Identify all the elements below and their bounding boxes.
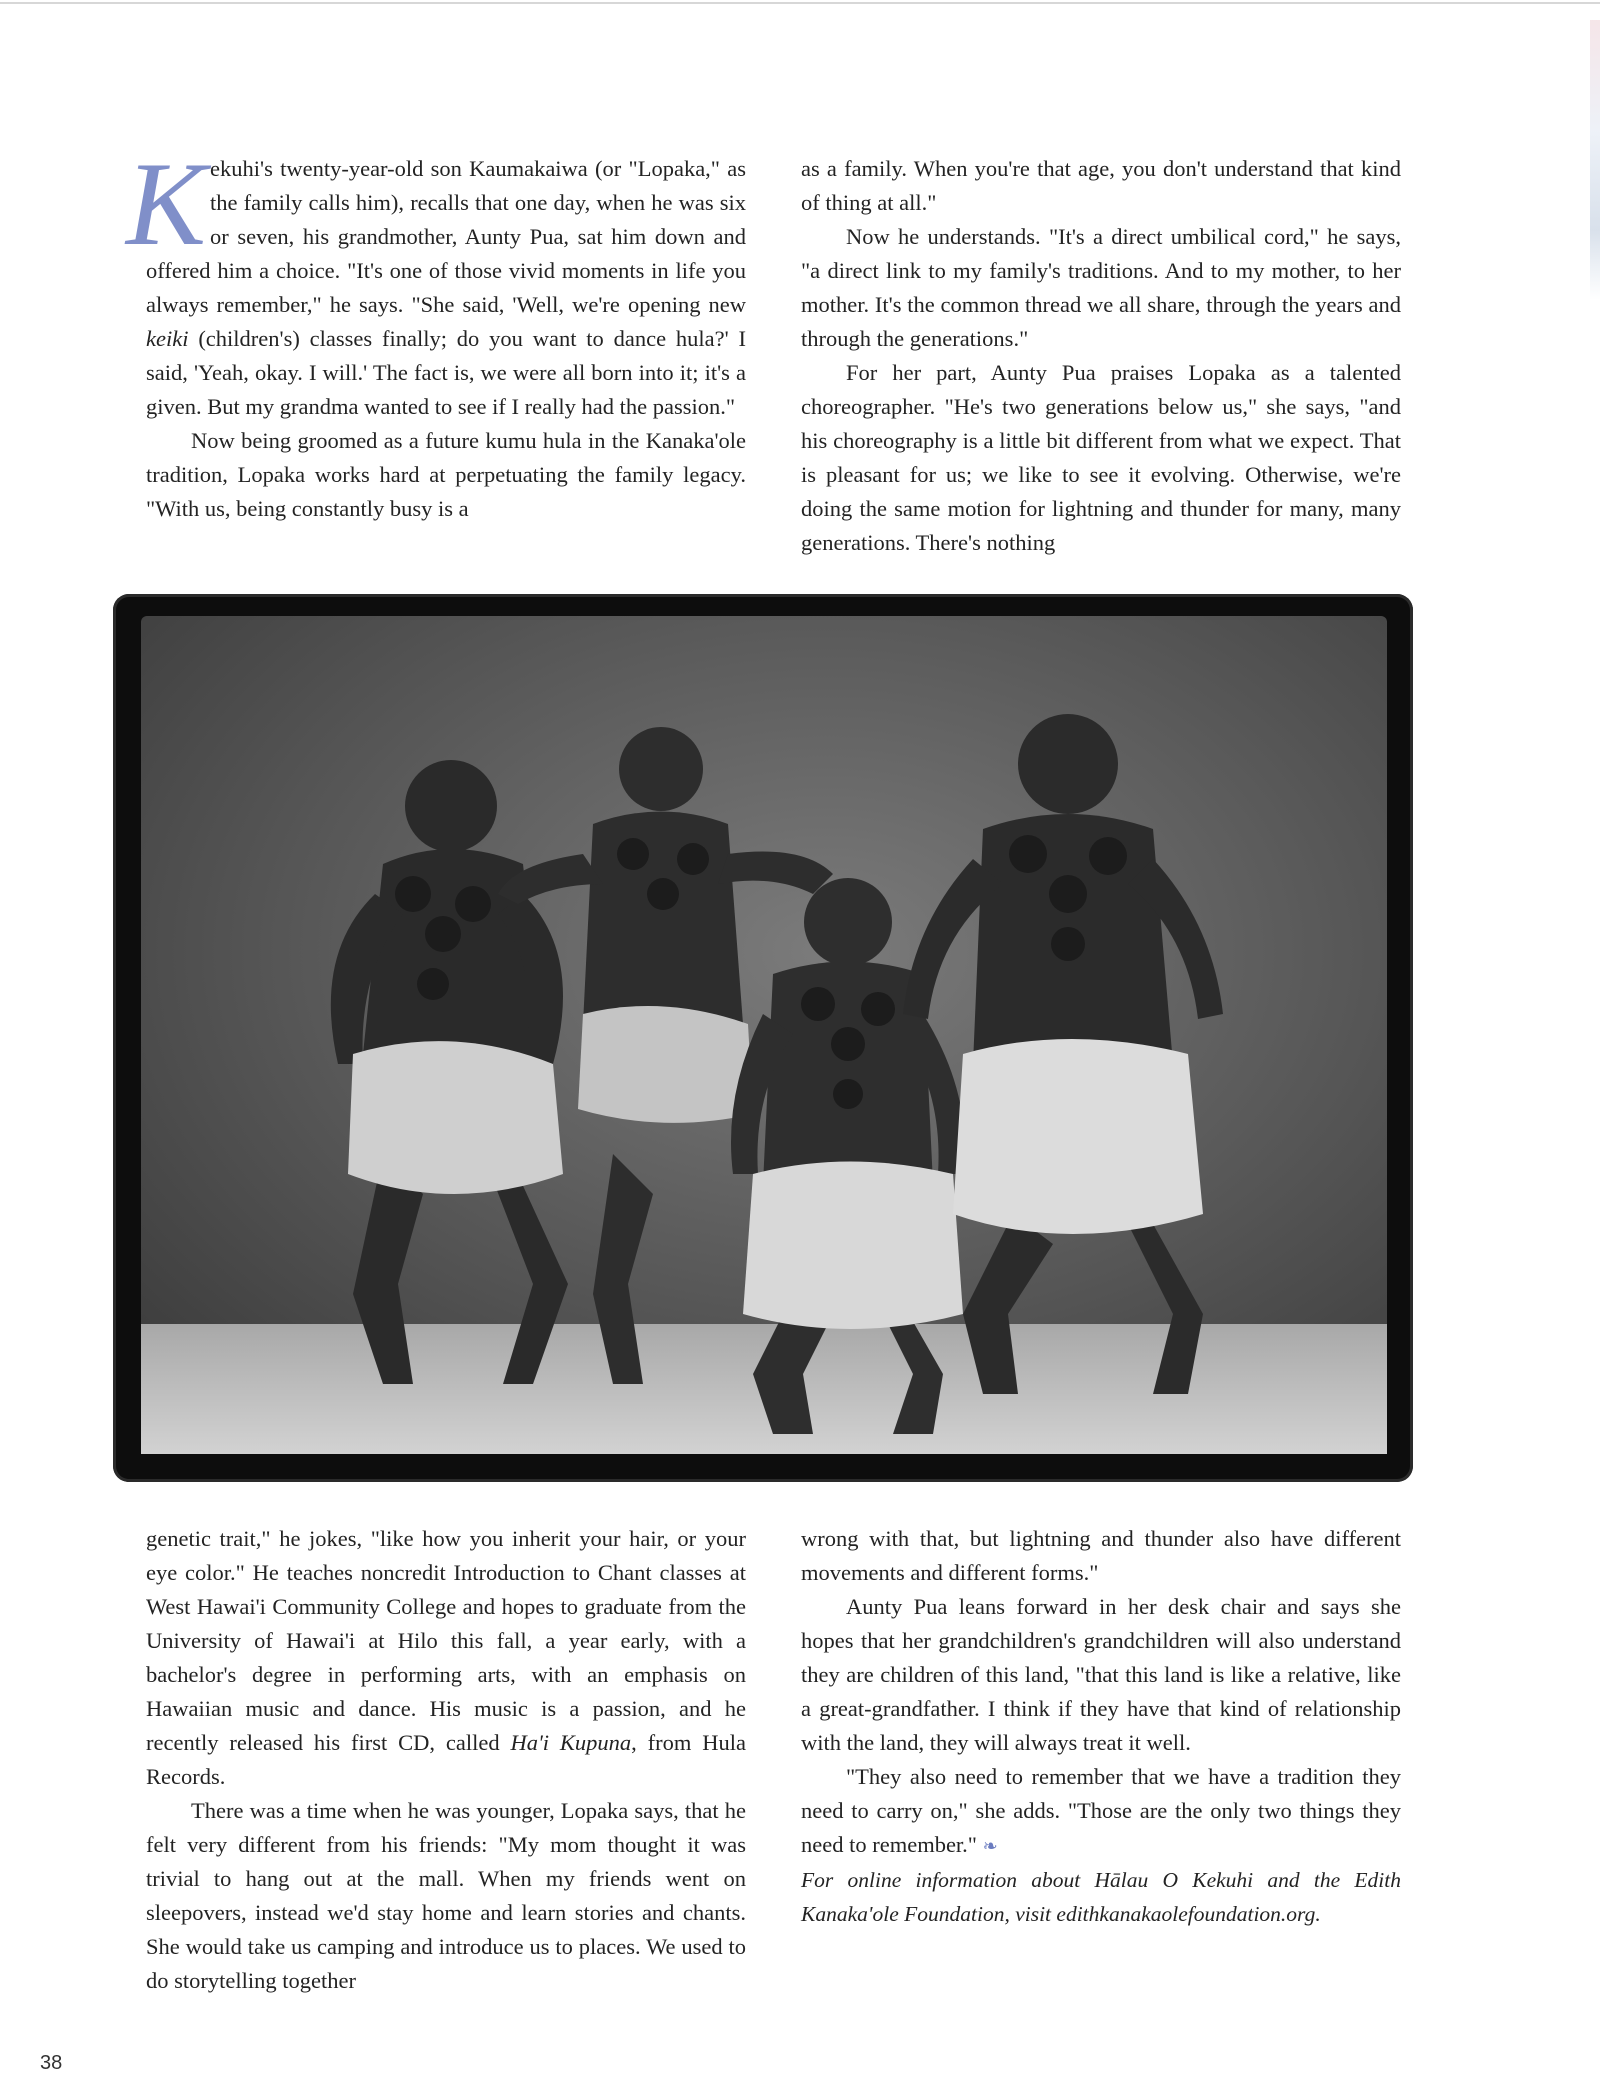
- album-title: Ha'i Kupuna: [510, 1730, 632, 1755]
- end-mark-icon: ❧: [982, 1836, 998, 1856]
- column-right-bottom: [801, 1522, 1401, 1931]
- drop-cap: K: [126, 137, 207, 270]
- paragraph-text: genetic trait," he jokes, "like how you inherit your hair, or your eye color." He teaches noncredit Introduction to Chant classes at West Hawai'i Community College and hopes to graduate from the University of Hawai'i at Hilo this fall, a year early, with a bachelor's degree in performing arts, with an emphasis on Hawaiian music and dance. His music is a passion, and he recently released his first CD, called: [146, 1526, 746, 1755]
- italic-term: keiki: [146, 326, 189, 351]
- facing-page-edge: [1590, 20, 1600, 300]
- paragraph-text: (children's) classes finally; do you want to dance hula?' I said, 'Yeah, okay. I will.' The fact is, we were all born into it; it's a given. But my grandma wanted to see if I really had the passion.": [146, 326, 747, 419]
- paragraph: Aunty Pua leans forward in her desk chair and says she hopes that her grandchildren's grandchildren will also understand they are children of this land, "that this land is like a relative, like a great-grandfather. I think if they have that kind of relationship with the land, they will always treat it well.: [801, 1594, 1401, 1755]
- paragraph: There was a time when he was younger, Lopaka says, that he felt very different from his friends: "My mom thought it was trivial to hang out at the mall. When my friends went on sleepovers, instead we'd stay home and learn stories and chants. She would take us camping and introduce us to places. We used to do storytelling together: [146, 1798, 746, 1993]
- photo-image: [113, 594, 1413, 1482]
- paragraph-closing: [801, 1760, 1401, 1863]
- page-top-rule: [0, 2, 1600, 4]
- photo-hula-dancers: [113, 594, 1413, 1482]
- column-left-bottom: [146, 1522, 746, 1998]
- page-number: 38: [40, 2052, 63, 2074]
- paragraph-text: , from Hula Records.: [146, 1730, 746, 1789]
- paragraph-opening: [126, 137, 747, 424]
- paragraph: as a family. When you're that age, you don't understand that kind of thing at all.": [801, 156, 1401, 215]
- paragraph: wrong with that, but lightning and thunder also have different movements and different forms.": [801, 1526, 1401, 1585]
- paragraph: Now he understands. "It's a direct umbilical cord," he says, "a direct link to my family's traditions. And to my mother, to her mother. It's the common thread we all share, through the years and through the generations.": [801, 224, 1401, 351]
- credit-note: For online information about Hālau O Kekuhi and the Edith Kanaka'ole Foundation, visit edithkanakaolefoundation.org.: [801, 1868, 1401, 1926]
- paragraph: For her part, Aunty Pua praises Lopaka as a talented choreographer. "He's two generations below us," she says, "and his choreography is a little bit different from what we expect. That is pleasant for us; we like to see it evolving. Otherwise, we're doing the same motion for lightning and thunder for many, many generations. There's nothing: [801, 360, 1401, 555]
- column-right-top: [801, 152, 1401, 560]
- paragraph: Now being groomed as a future kumu hula in the Kanaka'ole tradition, Lopaka works hard at perpetuating the family legacy. "With us, being constantly busy is a: [146, 428, 746, 521]
- column-left-top: [126, 137, 747, 526]
- paragraph-text: ekuhi's twenty-year-old son Kaumakaiwa (or "Lopaka," as the family calls him), recalls that one day, when he was six or seven, his grandmother, Aunty Pua, sat him down and offered him a choice. "It's one of those vivid moments in life you always remember," he says. "She said, 'Well, we're opening new: [146, 156, 746, 317]
- paragraph-text: "They also need to remember that we have a tradition they need to carry on," she adds. "Those are the only two things they need to remember.": [801, 1764, 1401, 1857]
- paragraph: [146, 1522, 746, 1794]
